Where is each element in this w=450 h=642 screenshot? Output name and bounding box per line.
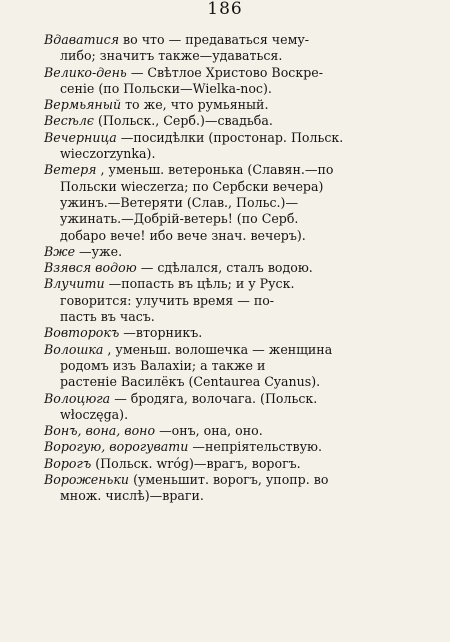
entry-headword: Вороженьки — [44, 472, 130, 488]
entry-text: сеніе (по Польски—Wielka-noc). — [60, 80, 272, 96]
entry-text: пасть въ часъ. — [60, 309, 155, 325]
entry-line — [44, 81, 424, 97]
glossary-entry — [44, 456, 424, 472]
entry-line — [44, 195, 424, 211]
entry-text: либо; значитъ также—удаваться. — [60, 48, 283, 64]
entry-headword: Вонъ, вона, воно — [44, 423, 156, 439]
entry-line — [44, 276, 424, 292]
entry-text: , уменьш. волошечка — женщина — [107, 341, 333, 357]
entry-line — [44, 211, 424, 227]
glossary-entry — [44, 391, 424, 424]
entry-line — [44, 146, 424, 162]
glossary-entry — [44, 162, 424, 243]
entry-line — [44, 48, 424, 64]
entry-text: —попасть въ цѣль; и у Руск. — [108, 276, 295, 292]
entry-line — [44, 130, 424, 146]
entry-line — [44, 423, 424, 439]
entry-headword: Вже — [44, 243, 76, 259]
entry-line — [44, 97, 424, 113]
entry-headword: Ветеря — [44, 162, 97, 178]
entry-text: — бродяга, волочага. (Польск. — [114, 390, 318, 406]
entry-text: —онъ, она, оно. — [159, 423, 263, 439]
entry-headword: Ворогую, ворогувати — [44, 439, 189, 455]
entry-headword: Вечерница — [44, 129, 117, 145]
entry-line — [44, 244, 424, 260]
entry-headword: Вовторокъ — [44, 325, 120, 341]
entry-headword: Вермьяный — [44, 97, 122, 113]
entry-text: — Свѣтлое Христово Воскре- — [130, 64, 323, 80]
glossary-entry — [44, 113, 424, 129]
entry-text: —уже. — [79, 243, 123, 259]
glossary-entry — [44, 65, 424, 98]
entry-line — [44, 342, 424, 358]
entry-headword: Волошка — [44, 341, 104, 357]
entry-line — [44, 439, 424, 455]
glossary-entry — [44, 260, 424, 276]
entry-text: растеніе Василёкъ (Centaurea Cyanus). — [60, 374, 321, 390]
entry-text: —вторникъ. — [123, 325, 203, 341]
entry-headword: Велико-день — [44, 64, 127, 80]
entry-line — [44, 488, 424, 504]
entry-line — [44, 293, 424, 309]
entry-text: (Польск. wróg)—врагъ, ворогъ. — [95, 455, 301, 471]
entry-line — [44, 358, 424, 374]
glossary-entry — [44, 325, 424, 341]
glossary-entry — [44, 244, 424, 260]
glossary-entry — [44, 423, 424, 439]
entry-headword: Ворогъ — [44, 455, 92, 471]
entry-line — [44, 179, 424, 195]
glossary-entry — [44, 32, 424, 65]
entry-text: , уменьш. ветеронька (Славян.—по — [100, 162, 334, 178]
glossary-entry — [44, 472, 424, 505]
entry-text: włoczęga). — [60, 406, 129, 422]
entry-headword: Весѣлє — [44, 113, 94, 129]
entry-line — [44, 260, 424, 276]
page-number: 186 — [207, 0, 243, 19]
entry-line — [44, 228, 424, 244]
entry-headword: Влучити — [44, 276, 105, 292]
entry-line — [44, 32, 424, 48]
entry-text: ужинать.—Добрій-ветерь! (по Серб. — [60, 211, 299, 227]
entry-text: (уменьшит. ворогъ, упопр. во — [133, 472, 329, 488]
glossary-entry — [44, 130, 424, 163]
glossary-entries — [44, 32, 424, 505]
entry-text: родомъ изъ Валахіи; а также и — [60, 357, 266, 373]
glossary-entry — [44, 276, 424, 325]
glossary-entry — [44, 342, 424, 391]
entry-line — [44, 374, 424, 390]
entry-text: wieczorzynka). — [60, 146, 156, 162]
entry-line — [44, 113, 424, 129]
entry-text: добаро вече! ибо вече знач. вечеръ). — [60, 227, 306, 243]
entry-line — [44, 391, 424, 407]
entry-headword: Взявся водою — [44, 260, 137, 276]
entry-text: говорится: улучить время — по- — [60, 292, 275, 308]
entry-text: (Польск., Серб.)—свадьба. — [97, 113, 273, 129]
entry-headword: Волоцюга — [44, 390, 111, 406]
entry-text: ужинъ.—Ветеряти (Слав., Польс.)— — [60, 194, 299, 210]
entry-text: —непріятельствую. — [192, 439, 323, 455]
entry-line — [44, 472, 424, 488]
entry-line — [44, 309, 424, 325]
entry-text: то же, что румьяный. — [125, 97, 269, 113]
entry-text: во что — предаваться чему- — [123, 32, 310, 47]
entry-line — [44, 407, 424, 423]
entry-line — [44, 325, 424, 341]
entry-line — [44, 162, 424, 178]
glossary-entry — [44, 97, 424, 113]
entry-line — [44, 65, 424, 81]
glossary-entry — [44, 439, 424, 455]
entry-headword: Вдаватися — [44, 32, 120, 47]
entry-text: — сдѣлался, сталъ водою. — [140, 260, 313, 276]
entry-text: —посидѣлки (простонар. Польск. — [120, 129, 344, 145]
entry-text: Польски wieczerza; по Сербски вечера) — [60, 178, 324, 194]
entry-line — [44, 456, 424, 472]
entry-text: множ. числѣ)—враги. — [60, 488, 204, 504]
